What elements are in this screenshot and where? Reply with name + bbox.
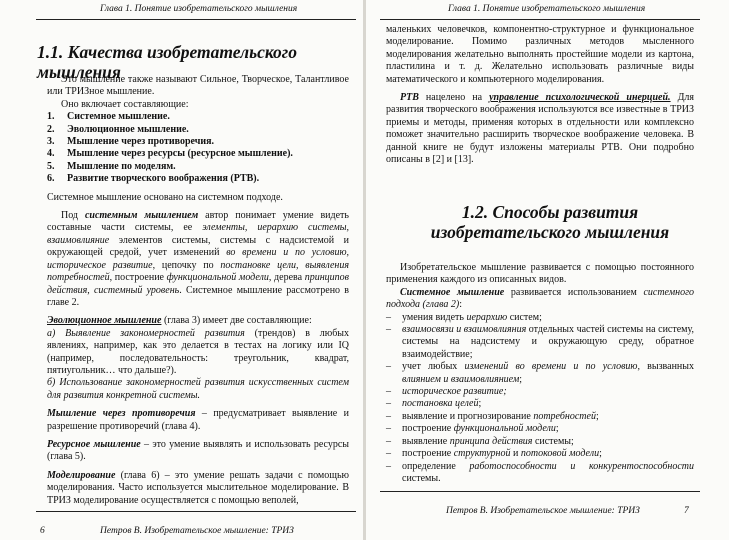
list-item: 6. Развитие творческого воображения (РТВ). — [47, 173, 260, 185]
footer-rule — [380, 491, 700, 492]
list-item: – построение структурной и потоковой модели; — [386, 448, 694, 460]
list-item: – выявление и прогнозирование потребностей; — [386, 411, 694, 423]
right-body-bottom — [386, 262, 694, 485]
rtv-paragraph: РТВ нацелено на управление психологической инерцией. Для развития творческого воображения используются все известные в ТРИЗ приемы и методы, применяя которых в отдельности или комплексно поможет значительно расширить творческое воображение человека. В данной книге не будут изложены материалы РТВ. Они подробно описаны в [2] и [13]. — [386, 92, 694, 166]
list-item: – выявление принципа действия системы; — [386, 436, 694, 448]
header-rule — [380, 19, 700, 20]
section-title: 1.2. Способы развития изобретательского мышления — [430, 202, 670, 242]
page-number: 7 — [684, 506, 689, 516]
system-approach-paragraph: Системное мышление развивается использованием системного подхода (глава 2): — [386, 286, 694, 311]
intro-paragraph: Это мышление также называют Сильное, Творческое, Талантливое или ТРИЗное мышление. — [47, 74, 349, 98]
footer-text: Петров В. Изобретательское мышление: ТРИЗ — [446, 506, 640, 516]
evolution-a-paragraph: а) Выявление закономерностей развития (трендов) в любых явлениях, например, как это делается в тестах на логику или IQ (например, последовательность: треугольник, квадрат, пятиугольник… что дальше?). — [47, 327, 349, 376]
list-item: – определение работоспособности и конкурентоспособности системы. — [386, 461, 694, 486]
header-rule — [36, 19, 356, 20]
evolution-b-paragraph: б) Использование закономерностей развития искусственных систем для развития конкретной системы. — [47, 377, 349, 401]
list-item: 5. Мышление по моделям. — [47, 160, 176, 172]
qualities-list — [47, 111, 349, 185]
footer-rule — [36, 511, 356, 512]
system-paragraph: Системное мышление основано на системном подходе. — [47, 191, 283, 203]
running-head: Глава 1. Понятие изобретательского мышления — [100, 4, 298, 14]
list-item: – построение функциональной модели; — [386, 423, 694, 435]
modeling-paragraph: Моделирование (глава 6) – это умение решать задачи с помощью моделирования. Часто используется мыслительное моделирование. В ТРИЗ моделирование осуществляется с помощью веполей, — [47, 469, 349, 506]
approach-list — [386, 312, 694, 486]
list-item: 2. Эволюционное мышление. — [47, 123, 189, 135]
list-item: 1. Системное мышление. — [47, 111, 170, 123]
list-item: – историческое развитие; — [386, 386, 694, 398]
page-number: 6 — [40, 526, 45, 536]
resource-paragraph: Ресурсное мышление – это умение выявлять и использовать ресурсы (глава 5). — [47, 438, 349, 463]
continuation-paragraph: маленьких человечков, компонентно-структурное и функциональное моделирование. Помимо различных методов мысленного моделирования желательно выполнять простейшие модели из картона, пластилина и т. д. Желательно использовать различные виды математического и компьютерного моделирования. — [386, 24, 694, 85]
right-page — [366, 0, 729, 540]
list-item: – учет любых изменений во времени и по условию, вызванных влиянием и взаимовлиянием; — [386, 361, 694, 386]
list-item: – постановка целей; — [386, 398, 694, 410]
running-head: Глава 1. Понятие изобретательского мышления — [448, 4, 646, 14]
system-definition-paragraph: Под системным мышлением автор понимает умение видеть составные части системы, ее элементы, иерархию системы, взаимовлияние элементов системы, системы с надсистемой и окружающей средой, учет изменений во времени и по условию, историческое развитие, цепочку по постановке цели, выявления потребностей, построение функциональной модели, дерева принципов действия, системный уровень. Системное мышление рассмотрено в главе 2. — [47, 210, 349, 308]
develop-paragraph: Изобретательское мышление развивается с помощью постоянного применения каждого из описанных видов. — [386, 262, 694, 286]
list-item: – взаимосвязи и взаимовлияния отдельных частей системы на систему, системы на надсистему и окружающую среду, обратное взаимодействие; — [386, 324, 694, 361]
left-page — [0, 0, 363, 540]
evolution-paragraph: Эволюционное мышление (глава 3) имеет две составляющие: — [47, 315, 312, 327]
list-item: 3. Мышление через противоречия. — [47, 136, 215, 148]
section-title: 1.1. Качества изобретательского мышления — [37, 42, 298, 82]
footer-text: Петров В. Изобретательское мышление: ТРИЗ — [100, 526, 294, 536]
list-item: – умения видеть иерархию систем; — [386, 312, 694, 324]
contradiction-paragraph: Мышление через противоречия – предусматривает выявление и разрешение противоречий (глава 4). — [47, 408, 350, 432]
right-body-top — [386, 24, 694, 166]
intro-paragraph-2: Оно включает составляющие: — [61, 98, 189, 110]
left-body — [47, 74, 349, 507]
list-item: 4. Мышление через ресурсы (ресурсное мышление). — [47, 148, 293, 160]
